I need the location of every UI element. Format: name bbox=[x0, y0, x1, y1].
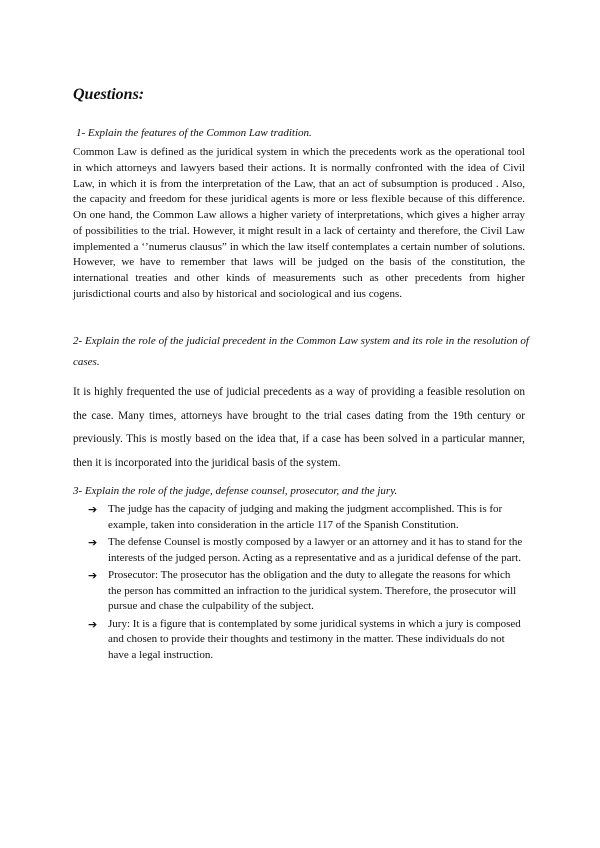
list-item bbox=[88, 535, 526, 566]
list-item-text: Jury: It is a figure that is contemplated by some juridical systems in which a jury is composed and chosen to provide their thoughts and testimony in the matter. These individuals do not have a legal instruction. bbox=[108, 617, 521, 661]
question-1-title: 1- Explain the features of the Common Law tradition. bbox=[76, 127, 312, 139]
arrow-bullet-icon: ➔ bbox=[88, 569, 98, 582]
arrow-bullet-icon: ➔ bbox=[88, 617, 98, 631]
list-item bbox=[88, 617, 526, 664]
list-item bbox=[88, 568, 526, 615]
arrow-bullet-icon: ➔ bbox=[88, 536, 98, 549]
list-item-text: Prosecutor: The prosecutor has the obligation and the duty to allegate the reasons for which the person has committed an infraction to the juridical system. Therefore, the prosecutor will pursue and chase the culpability of the subject. bbox=[108, 569, 517, 612]
list-item-text: The judge has the capacity of judging and making the judgment accomplished. This is for example, taken into consideration in the article 117 of the Spanish Constitution. bbox=[108, 503, 503, 531]
question-1-answer: Common Law is defined as the juridical system in which the precedents work as the operational tool in which attorneys and lawyers based their actions. It is normally confronted with the idea of Civil Law, in which it is from the interpretation of the Law, that an act of subsumption is produced . Also, the capacity and freedom for these juridical agents is more or less flexible because of this difference. On one hand, the Common Law allows a higher variety of interpretations, which gives a higher array of possibilities to the trial. However, it might result in a lack of certainty and therefore, the Civil Law implemented a ‘’numerus clausus” in which the law itself contemplates a certain number of solutions. However, we have to remember that laws will be judged on the basis of the constitution, the international treaties and other kinds of measurements such as other precedents from higher jurisdictional courts and also by historical and sociological and ius cogens. bbox=[73, 146, 525, 300]
list-item bbox=[88, 502, 526, 533]
question-3-answer-list bbox=[88, 502, 526, 665]
arrow-bullet-icon: ➔ bbox=[88, 503, 98, 516]
list-item-text: The defense Counsel is mostly composed by a lawyer or an attorney and it has to stand for the interests of the judged person. Acting as a representative and as a juridical defense of the part. bbox=[108, 536, 523, 564]
page-title: Questions: bbox=[73, 86, 145, 103]
question-2-title: 2- Explain the role of the judicial precedent in the Common Law system and its role in the resolution of cases. bbox=[73, 335, 529, 368]
question-2-answer: It is highly frequented the use of judicial precedents as a way of providing a feasible resolution on the case. Many times, attorneys have brought to the trial cases dating from the 19th century or previously. This is mostly based on the idea that, if a case has been solved in a particular manner, then it is incorporated into the juridical basis of the system. bbox=[73, 386, 525, 469]
question-3-title: 3- Explain the role of the judge, defense counsel, prosecutor, and the jury. bbox=[73, 485, 398, 497]
